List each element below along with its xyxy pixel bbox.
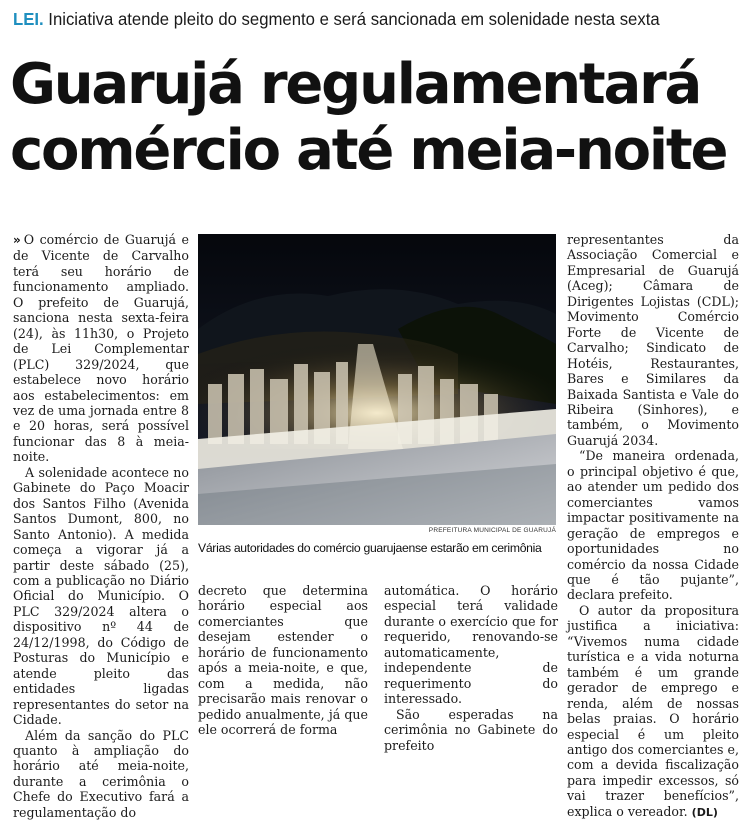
city-night-photo: [198, 234, 556, 525]
paragraph: “De maneira ordenada, o principal objetivo é que, ao atender um pedido dos comerciantes vamos impactar positivamente na geração de empregos e oportunidades no comércio da nossa Cidade que é tão pujante”, declara prefeito.: [567, 448, 739, 603]
paragraph-text: O comércio de Guarujá e de Vicente de Carvalho terá seu horário de funcionamento ampliado. O prefeito de Guarujá, sanciona nesta sexta-feira (24), às 11h30, o Projeto de Lei Complementar (PLC) 329/2024, que estabelece novo horário aos estabelecimentos: em vez de uma jornada entre 8 e 20 horas, será possível funcionar das 8 à meia-noite.: [13, 232, 189, 464]
article-column-4: [567, 232, 739, 820]
kicker: [13, 6, 705, 32]
paragraph: Além da sanção do PLC quanto à ampliação do horário até meia-noite, durante a cerimônia o Chefe do Executivo fará a regulamentação do: [13, 728, 189, 820]
paragraph: São esperadas na cerimônia no Gabinete do prefeito: [384, 707, 558, 753]
paragraph: A solenidade acontece no Gabinete do Paço Moacir dos Santos Filho (Avenida Santos Dumont, 800, no Santo Antonio). A medida começa a vigorar já a partir deste sábado (25), com a publicação no Diário Oficial do Município. O PLC 329/2024 altera o dispositivo nº 44 de 24/12/1998, do Código de Posturas do Município e atende pleito das entidades ligadas representantes do setor na Cidade.: [13, 465, 189, 728]
paragraph: decreto que determina horário especial aos comerciantes que desejam estender o horário de funcionamento após a meia-noite, e que, com a medida, não precisarão mais renovar o pedido anualmente, já que ele ocorrerá de forma: [198, 583, 368, 738]
author-signature: (DL): [692, 806, 718, 819]
article-column-3: [384, 583, 558, 753]
headline-line-2: comércio até meia-noite: [10, 118, 738, 184]
article-column-2: [198, 583, 368, 738]
article-column-1: [13, 232, 189, 820]
lead-marker-icon: »: [13, 233, 21, 247]
paragraph: automática. O horário especial terá validade durante o exercício que for requerido, renovando-se automaticamente, independente de requerimento do interessado.: [384, 583, 558, 707]
paragraph: representantes da Associação Comercial e Empresarial de Guarujá (Aceg); Câmara de Dirigentes Lojistas (CDL); Movimento Comércio Forte de Vicente de Carvalho; Sindicato de Hotéis, Restaurantes, Bares e Similares da Baixada Santista e Vale do Ribeira (Sinhores), e também, o Movimento Guarujá 2034.: [567, 232, 739, 448]
headline: [10, 52, 738, 184]
photo-illustration: [198, 234, 556, 525]
paragraph-text: O autor da propositura justifica a iniciativa: “Vivemos numa cidade turística e a vida noturna também é um grande gerador de emprego e renda, além de nossas belas praias. O horário especial é um pleito antigo dos comerciantes e, com a devida fiscalização para impedir excessos, só vai trazer benefícios”, explica o vereador.: [567, 603, 739, 819]
photo-caption: Várias autoridades do comércio guarujaense estarão em cerimônia: [198, 541, 558, 555]
photo-credit: PREFEITURA MUNICIPAL DE GUARUJÁ: [388, 527, 556, 534]
kicker-text: Iniciativa atende pleito do segmento e será sancionada em solenidade nesta sexta: [48, 9, 659, 29]
kicker-tag: LEI.: [13, 9, 44, 29]
paragraph-final: [567, 603, 739, 820]
paragraph-lead: [13, 232, 189, 465]
headline-line-1: Guarujá regulamentará: [10, 52, 738, 118]
